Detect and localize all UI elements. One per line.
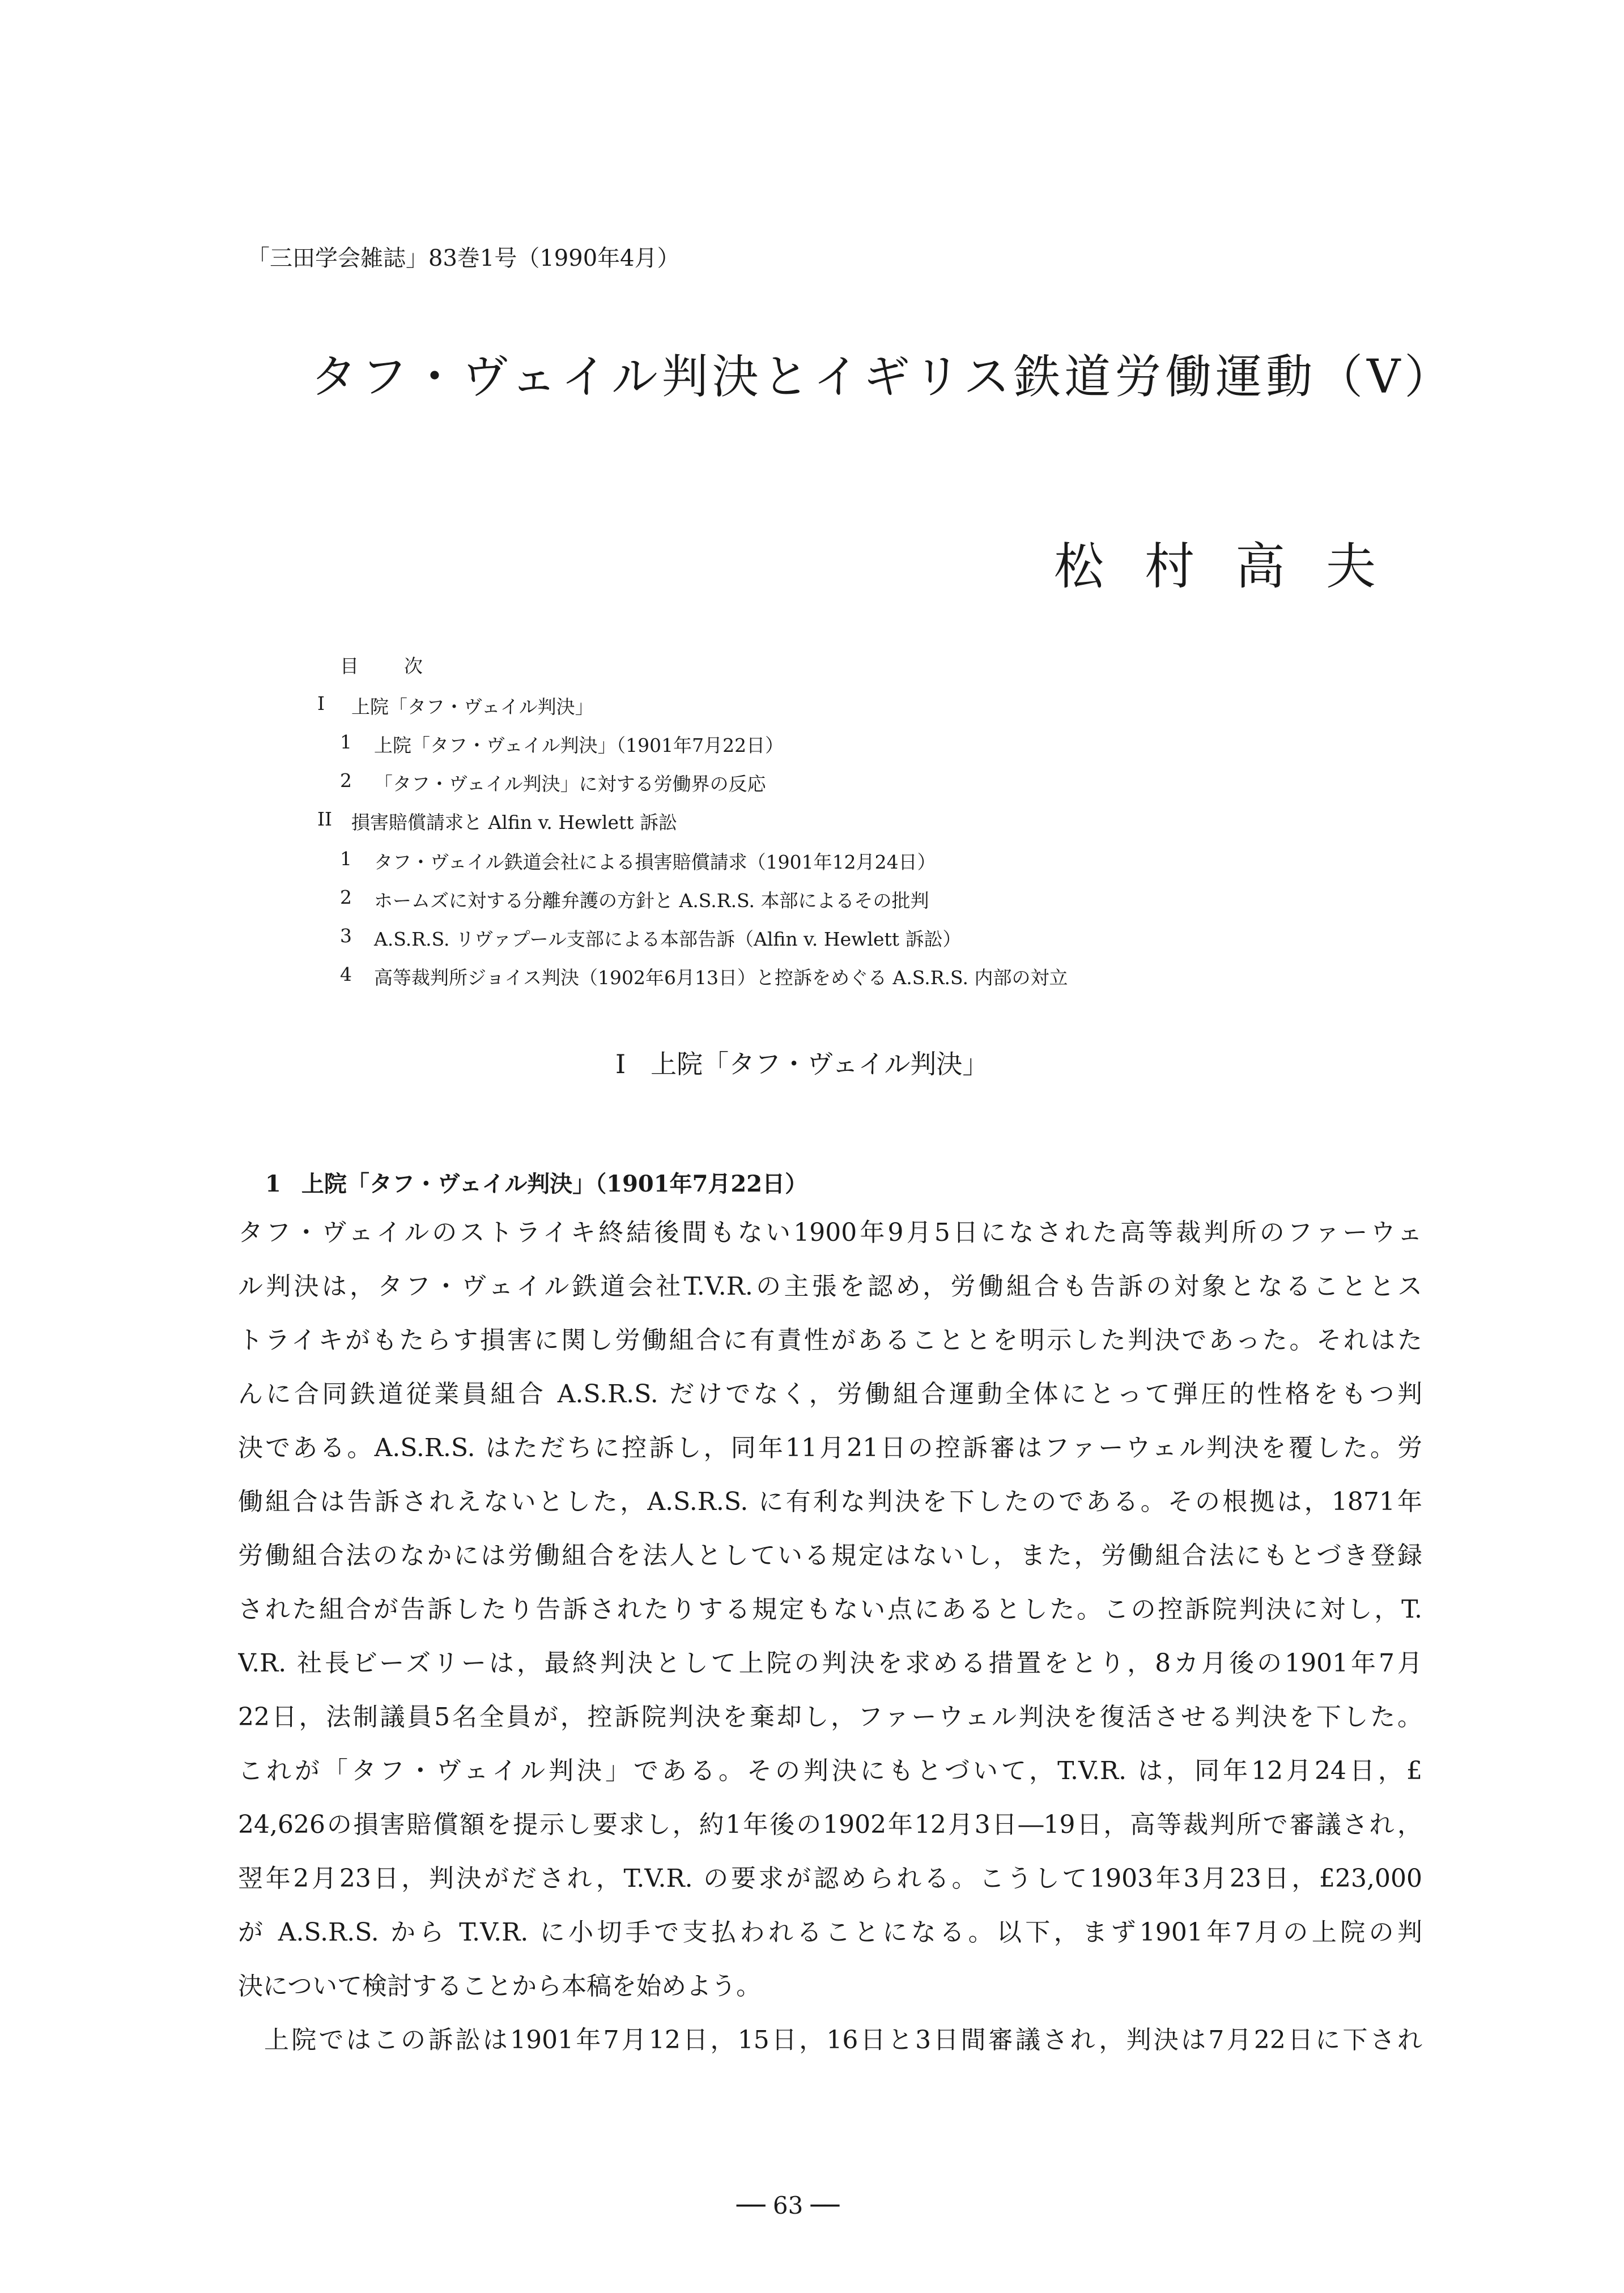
body-line: 労働組合法のなかには労働組合を法人としている規定はないし，また，労働組合法にもとづき登録 [238,1541,1422,1570]
toc-section[interactable] [317,808,677,835]
body-line: ル判決は，タフ・ヴェイル鉄道会社T.V.R.の主張を認め，労働組合も告訴の対象となることとス [238,1272,1422,1301]
body-line: タフ・ヴェイルのストライキ終結後間もない1900年9月5日になされた高等裁判所のファーウェ [238,1218,1422,1247]
toc-item-title: A.S.R.S. リヴァプール支部による本部告訴（Alfin v. Hewlett 訴訟） [374,928,962,950]
toc-item-number: 1 [340,848,352,870]
toc-section-number: I [317,692,325,714]
subsection-title: 上院「タフ・ヴェイル判決」（1901年7月22日） [301,1171,808,1197]
toc-heading: 目次 [340,655,468,677]
body-line: 22日，法制議員5名全員が，控訴院判決を棄却し，ファーウェル判決を復活させる判決を下した。 [238,1703,1422,1732]
toc-item-title: タフ・ヴェイル鉄道会社による損害賠償請求（1901年12月24日） [374,851,936,873]
toc-item[interactable] [340,925,962,951]
toc-section-number: II [317,808,333,830]
section-title: 上院「タフ・ヴェイル判決」 [651,1049,989,1079]
body-line: V.R. 社長ビーズリーは，最終判決として上院の判決を求める措置をとり，8カ月後の1901年7月 [238,1649,1422,1678]
subsection-heading [265,1166,807,1198]
article-title: タフ・ヴェイル判決とイギリス鉄道労働運動（V） [311,350,1455,404]
body-line: んに合同鉄道従業員組合 A.S.R.S. だけでなく，労働組合運動全体にとって弾圧的性格をもつ判 [238,1380,1422,1409]
toc-section-title: 損害賠償請求と Alfin v. Hewlett 訴訟 [351,811,677,833]
toc-item-number: 3 [340,925,352,947]
body-line: 翌年2月23日，判決がだされ，T.V.R. の要求が認められる。こうして1903年3月23日，£23,000 [238,1864,1422,1893]
body-line: された組合が告訴したり告訴されたりする規定もない点にあるとした。この控訴院判決に対し，T. [238,1595,1422,1624]
body-text [238,1206,1422,2067]
journal-header: 「三田学会雑誌」83巻1号（1990年4月） [247,245,680,271]
body-line: 24,626の損害賠償額を提示し要求し，約1年後の1902年12月3日―19日，高等裁判所で審議され， [238,1810,1422,1839]
section-heading [615,1044,988,1081]
toc-item-title: 「タフ・ヴェイル判決」に対する労働界の反応 [374,773,766,795]
toc-item-title: 上院「タフ・ヴェイル判決」（1901年7月22日） [374,734,784,756]
body-line: 決について検討することから本稿を始めよう。 [238,1972,762,2001]
body-line: 上院ではこの訴訟は1901年7月12日，15日，16日と3日間審議され，判決は7月22日に下され [264,2026,1422,2054]
toc-section-title: 上院「タフ・ヴェイル判決」 [351,696,594,718]
toc-item-number: 4 [340,963,352,985]
subsection-number: 1 [265,1171,281,1197]
toc-item[interactable] [340,731,784,758]
body-line: が A.S.R.S. から T.V.R. に小切手で支払われることになる。以下，まず1901年7月の上院の判 [238,1918,1422,1947]
author-name: 松村高夫 [1054,537,1417,595]
toc-item-number: 2 [340,886,352,908]
section-number: I [615,1049,626,1079]
toc-item[interactable] [340,848,936,874]
toc-item[interactable] [340,963,1068,990]
toc-item-title: 高等裁判所ジョイス判決（1902年6月13日）と控訴をめぐる A.S.R.S. 内部の対立 [374,967,1068,989]
page-number: ── 63 ── [737,2192,840,2219]
body-line: 決である。A.S.R.S. はただちに控訴し，同年11月21日の控訴審はファーウェル判決を覆した。労 [238,1433,1422,1462]
toc-item[interactable] [340,886,929,913]
toc-section[interactable] [317,692,594,719]
body-line: トライキがもたらす損害に関し労働組合に有責性があることとを明示した判決であった。それはた [238,1326,1422,1355]
body-line: これが「タフ・ヴェイル判決」である。その判決にもとづいて，T.V.R. は，同年12月24日，£ [238,1756,1422,1785]
toc-item[interactable] [340,769,766,796]
toc-item-number: 1 [340,731,352,753]
body-line: 働組合は告訴されえないとした，A.S.R.S. に有利な判決を下したのである。その根拠は，1871年 [238,1487,1422,1516]
toc-item-number: 2 [340,769,352,792]
toc-item-title: ホームズに対する分離弁護の方針と A.S.R.S. 本部によるその批判 [374,890,929,912]
